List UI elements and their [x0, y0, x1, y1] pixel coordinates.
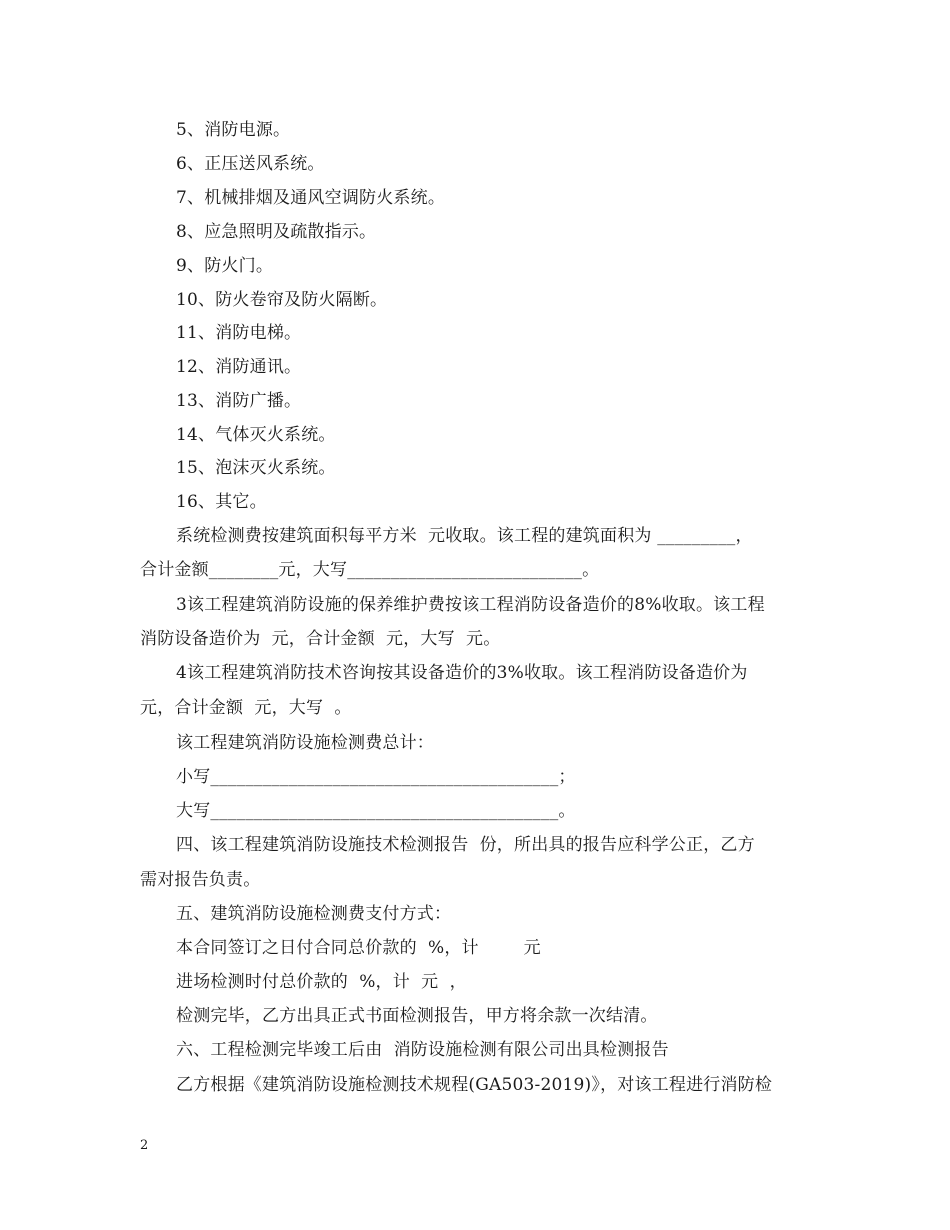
list-item: 5、消防电源。 — [176, 120, 291, 140]
section-5-title: 五、建筑消防设施检测费支付方式： — [176, 904, 452, 924]
list-item: 11、消防电梯。 — [176, 323, 302, 343]
basis-line: 乙方根据《建筑消防设施检测技术规程(GA503-2019)》，对该工程进行消防检 — [176, 1075, 773, 1095]
page-number: 2 — [140, 1138, 149, 1153]
list-item: 12、消防通讯。 — [176, 357, 302, 377]
total-big-line: 大写________________________________________。 — [176, 801, 576, 821]
payment-line-3: 检测完毕，乙方出具正式书面检测报告，甲方将余款一次结清。 — [176, 1006, 658, 1026]
list-item: 14、气体灭火系统。 — [176, 425, 336, 445]
list-item: 15、泡沫灭火系统。 — [176, 458, 336, 478]
list-item: 6、正压送风系统。 — [176, 154, 325, 174]
list-item: 7、机械排烟及通风空调防火系统。 — [176, 188, 446, 208]
list-item: 10、防火卷帘及防火隔断。 — [176, 290, 388, 310]
list-item: 9、防火门。 — [176, 256, 274, 276]
section-4-line-1: 四、该工程建筑消防设施技术检测报告 份，所出具的报告应科学公正，乙方 — [176, 835, 755, 855]
system-fee-line-1: 系统检测费按建筑面积每平方米 元收取。该工程的建筑面积为 _________， — [176, 526, 753, 546]
maintenance-fee-line-1: 3该工程建筑消防设施的保养维护费按该工程消防设备造价的8%收取。该工程 — [176, 595, 765, 615]
consult-fee-line-1: 4该工程建筑消防技术咨询按其设备造价的3%收取。该工程消防设备造价为 — [176, 663, 748, 683]
payment-line-2: 进场检测时付总价款的 %，计 元 ， — [176, 972, 467, 992]
section-4-line-2: 需对报告负责。 — [140, 870, 261, 890]
consult-fee-line-2: 元，合计金额 元，大写 。 — [140, 698, 352, 718]
section-6-line: 六、工程检测完毕竣工后由 消防设施检测有限公司出具检测报告 — [176, 1040, 669, 1060]
list-item: 16、其它。 — [176, 492, 267, 512]
list-item: 8、应急照明及疏散指示。 — [176, 222, 377, 242]
total-small-line: 小写________________________________________； — [176, 767, 576, 787]
system-fee-line-2: 合计金额________元，大写___________________________。 — [140, 560, 600, 580]
payment-line-1: 本合同签订之日付合同总价款的 %，计 元 — [176, 938, 541, 958]
total-fee-title: 该工程建筑消防设施检测费总计： — [176, 733, 434, 753]
list-item: 13、消防广播。 — [176, 391, 302, 411]
maintenance-fee-line-2: 消防设备造价为 元，合计金额 元，大写 元。 — [140, 629, 501, 649]
